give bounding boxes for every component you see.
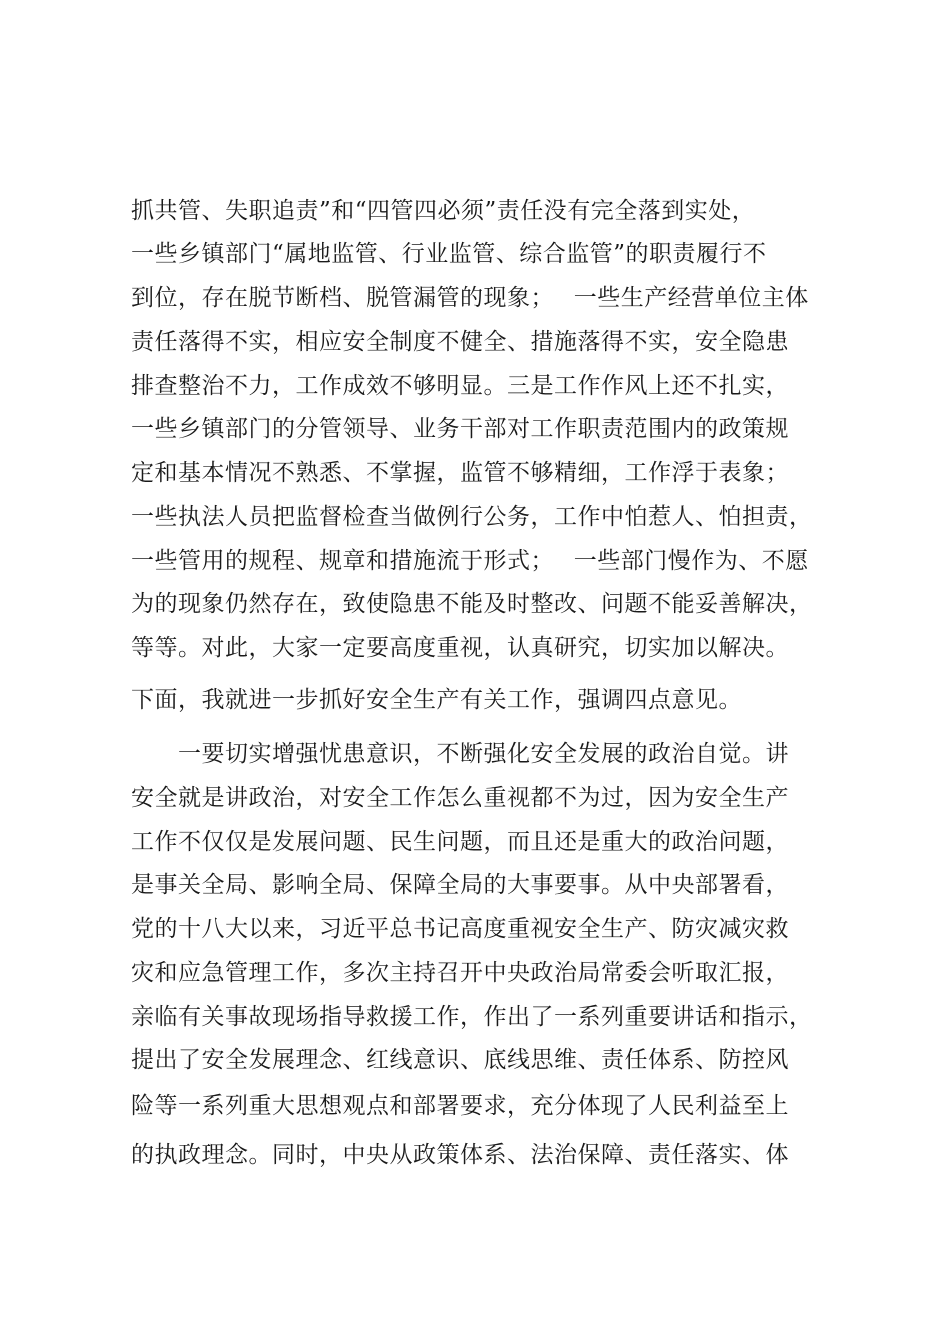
text-line: 灾和应急管理工作，多次主持召开中央政治局常委会听取汇报，	[131, 960, 789, 986]
text-line: 等等。对此，大家一定要高度重视，认真研究，切实加以解决。	[131, 635, 789, 661]
text-line: 责任落得不实，相应安全制度不健全、措施落得不实，安全隐患	[131, 329, 789, 355]
text-line: 到位，存在脱节断档、脱管漏管的现象； 一些生产经营单位主体	[131, 285, 809, 311]
text-line: 是事关全局、影响全局、保障全局的大事要事。从中央部署看，	[131, 872, 789, 898]
text-line: 提出了安全发展理念、红线意识、底线思维、责任体系、防控风	[131, 1047, 789, 1073]
text-line: 抓共管、失职追责”和“四管四必须”责任没有完全落到实处，	[131, 198, 756, 224]
text-line: 下面，我就进一步抓好安全生产有关工作，强调四点意见。	[131, 687, 742, 713]
text-line: 工作不仅仅是发展问题、民生问题，而且还是重大的政治问题，	[131, 829, 789, 855]
text-line: 排查整治不力，工作成效不够明显。三是工作作风上还不扎实，	[131, 373, 789, 399]
text-line: 的执政理念。同时，中央从政策体系、法治保障、责任落实、体	[131, 1142, 789, 1168]
text-line: 党的十八大以来，习近平总书记高度重视安全生产、防灾减灾救	[131, 916, 789, 942]
text-line: 一些乡镇部门“属地监管、行业监管、综合监管”的职责履行不	[131, 241, 767, 267]
text-line: 一些管用的规程、规章和措施流于形式； 一些部门慢作为、不愿	[131, 548, 809, 574]
text-line: 一些执法人员把监督检查当做例行公务，工作中怕惹人、怕担责，	[131, 504, 813, 530]
text-line: 一要切实增强忧患意识，不断强化安全发展的政治自觉。讲	[131, 741, 789, 767]
text-line: 为的现象仍然存在，致使隐患不能及时整改、问题不能妥善解决，	[131, 591, 813, 617]
text-line: 亲临有关事故现场指导救援工作，作出了一系列重要讲话和指示，	[131, 1004, 813, 1030]
text-line: 安全就是讲政治，对安全工作怎么重视都不为过，因为安全生产	[131, 785, 789, 811]
text-line: 定和基本情况不熟悉、不掌握，监管不够精细，工作浮于表象；	[131, 460, 789, 486]
text-line: 一些乡镇部门的分管领导、业务干部对工作职责范围内的政策规	[131, 416, 789, 442]
text-line: 险等一系列重大思想观点和部署要求，充分体现了人民利益至上	[131, 1093, 789, 1119]
